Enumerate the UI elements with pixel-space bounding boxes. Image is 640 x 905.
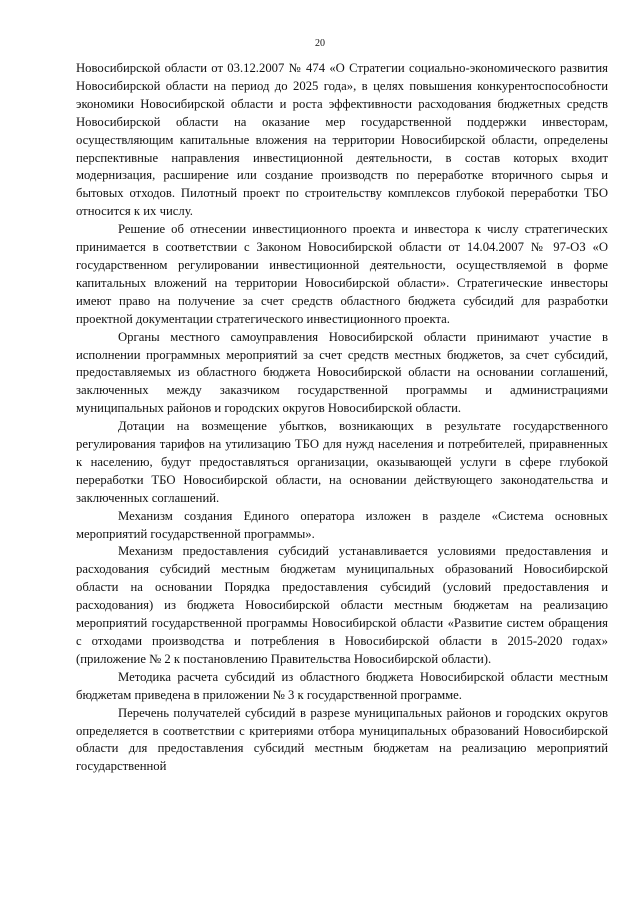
page-number: 20	[315, 38, 325, 49]
paragraph-strategy-continuation: Новосибирской области от 03.12.2007 № 474 «О Стратегии социально-экономического развития Новосибирской области на период до 2025 года», в целях повышения конкурентоспособности экономики Новосибирской области и роста эффективности расходования бюджетных средств Новосибирской области на оказание мер государственной поддержки инвесторам, осуществляющим капитальные вложения на территории Новосибирской области, определены перспективные направления инвестиционной деятельности, в состав которых входит модернизация, расширение или создание производств по переработке вторичного сырья и бытовых отходов. Пилотный проект по строительству комплексов глубокой переработки ТБО относится к их числу.	[76, 61, 608, 219]
document-body	[76, 60, 608, 776]
paragraph-single-operator: Механизм создания Единого оператора изложен в разделе «Система основных мероприятий государственной программы».	[76, 508, 608, 541]
paragraph-calculation-method: Методика расчета субсидий из областного бюджета Новосибирской области местным бюджетам приведена в приложении № 3 к государственной программе.	[76, 669, 608, 702]
paragraph-local-government: Органы местного самоуправления Новосибирской области принимают участие в исполнении программных мероприятий за счет средств местных бюджетов, за счет субсидий, предоставляемых из областного бюджета Новосибирской области на основании соглашений, заключенных между заказчиком государственной программы и администрациями муниципальных районов и городских округов Новосибирской области.	[76, 329, 608, 416]
paragraph-subsidy-mechanism: Механизм предоставления субсидий устанавливается условиями предоставления и расходования субсидий местным бюджетам муниципальных образований Новосибирской области на основании Порядка предоставления субсидий (условий предоставления и расходования) из бюджета Новосибирской области местным бюджетам на реализацию мероприятий государственной программы Новосибирской области «Развитие систем обращения с отходами производства и потребления в Новосибирской области в 2015-2020 годах» (приложение № 2 к постановлению Правительства Новосибирской области).	[76, 544, 608, 666]
paragraph-recipients-list: Перечень получателей субсидий в разрезе муниципальных районов и городских округов определяется в соответствии с критериями отбора муниципальных образований Новосибирской области для предоставления субсидий местным бюджетам на реализацию мероприятий государственной	[76, 705, 608, 774]
paragraph-loss-subsidies: Дотации на возмещение убытков, возникающих в результате государственного регулирования тарифов на утилизацию ТБО для нужд населения и потребителей, приравненных к населению, будут предоставляться организации, оказывающей услуги в сфере глубокой переработки ТБО Новосибирской области, на основании действующего законодательства и заключенных соглашений.	[76, 419, 608, 505]
paragraph-strategic-investors: Решение об отнесении инвестиционного проекта и инвестора к числу стратегических принимается в соответствии с Законом Новосибирской области от 14.04.2007 № 97-ОЗ «О государственном регулировании инвестиционной деятельности, осуществляемой в форме капитальных вложений на территории Новосибирской области». Стратегические инвесторы имеют право на получение за счет средств областного бюджета субсидий для разработки проектной документации стратегического инвестиционного проекта.	[76, 222, 608, 326]
